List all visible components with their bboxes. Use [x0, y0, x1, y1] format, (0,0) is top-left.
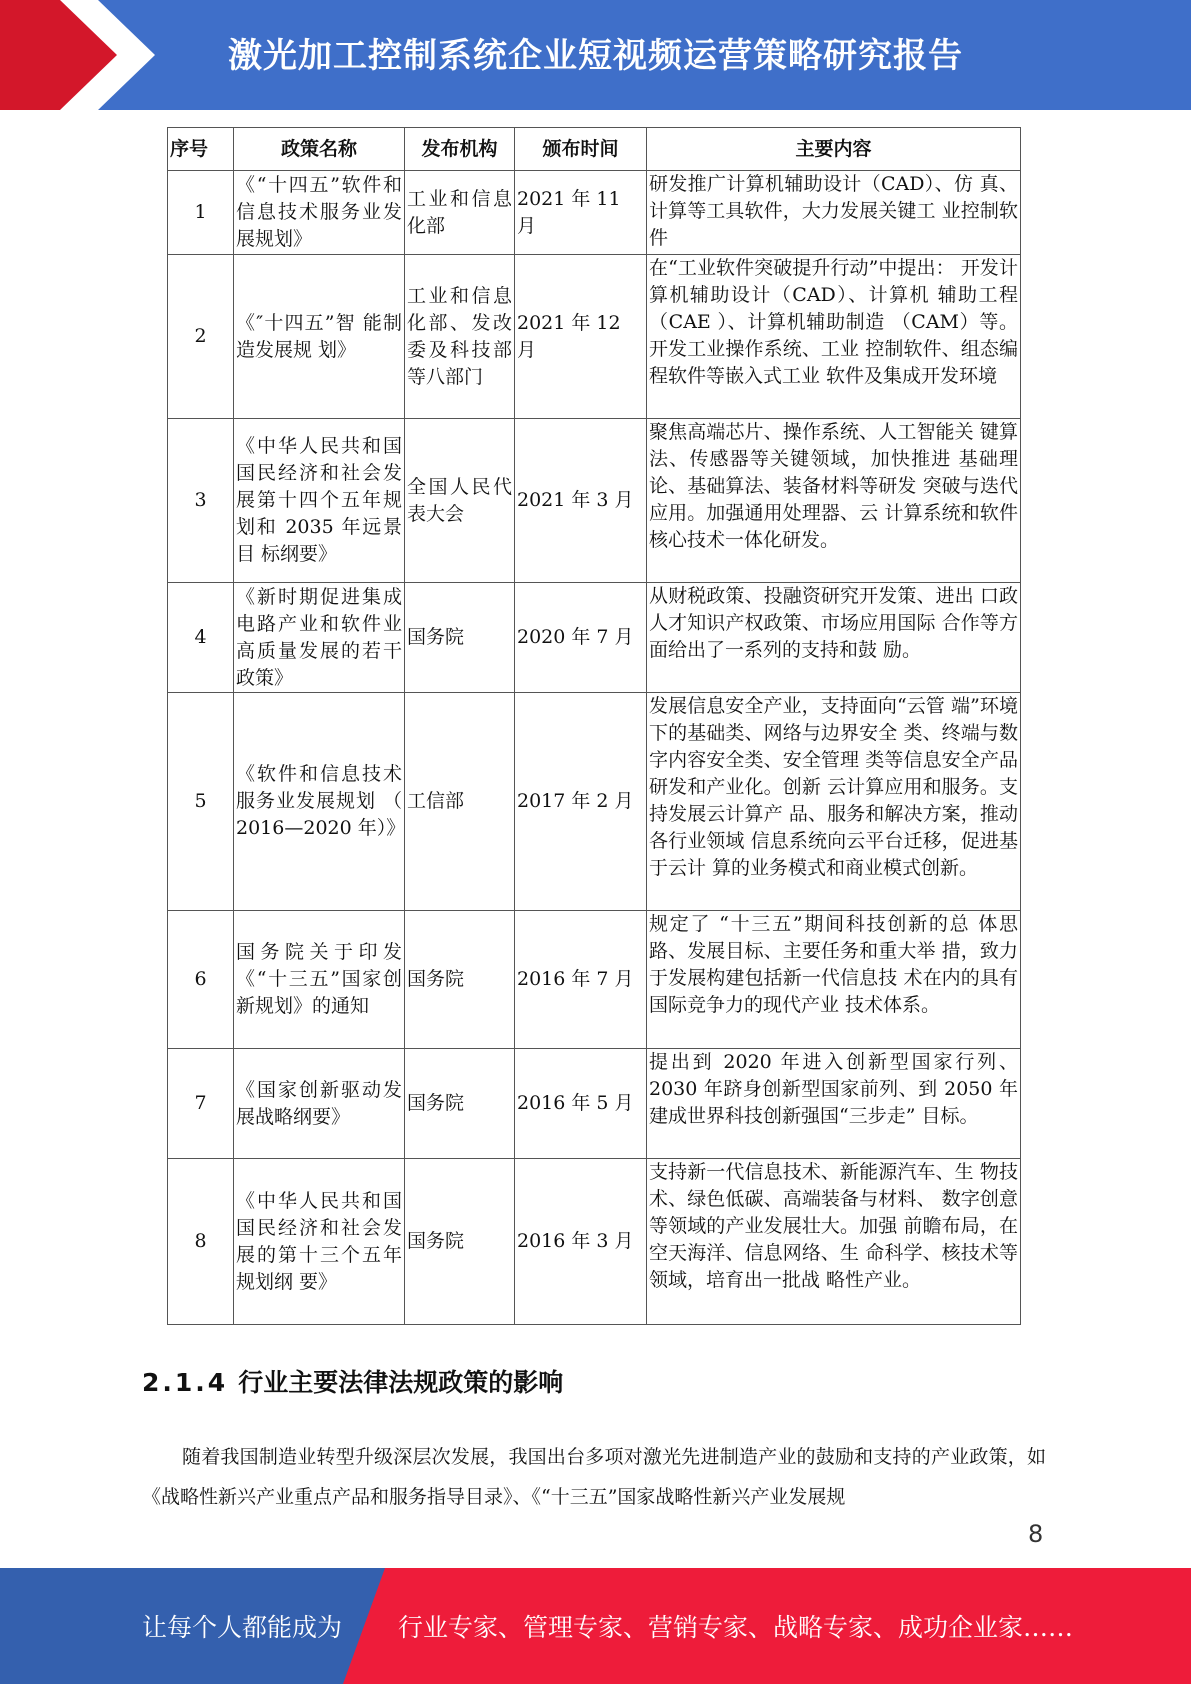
cell-no: 5: [168, 693, 234, 911]
col-header-org: 发布机构: [405, 128, 515, 171]
cell-content: 规定了 “十三五”期间科技创新的总 体思路、发展目标、主要任务和重大举 措，致力于发展构建包括新一代信息技 术在内的具有国际竞争力的现代产业 技术体系。: [647, 911, 1021, 1049]
table-row: [168, 693, 1021, 911]
table-row: [168, 583, 1021, 693]
table-row: [168, 171, 1021, 255]
page-header: [0, 0, 1191, 110]
cell-content: 支持新一代信息技术、新能源汽车、生 物技术、绿色低碳、高端装备与材料、 数字创意等领域的产业发展壮大。加强 前瞻布局，在空天海洋、信息网络、生 命科学、核技术等领域，培育出一批战 略性产业。: [647, 1159, 1021, 1325]
table-row: [168, 1159, 1021, 1325]
cell-policy-name: 《新时期促进集成电路产业和软件业高质量发展的若干政策》: [234, 583, 405, 693]
cell-policy-name: 《中华人民共和国国民经济和社会发展第十四个五年规划和 2035 年远景目 标纲要》: [234, 419, 405, 583]
cell-content: 在“工业软件突破提升行动”中提出： 开发计算机辅助设计（CAD）、计算机 辅助工程（CAE ）、计算机辅助制造 （CAM）等。开发工业操作系统、工业 控制软件、组态编程软件等嵌入式工业 软件及集成开发环境: [647, 255, 1021, 419]
table-row: [168, 255, 1021, 419]
cell-date: 2021 年 11 月: [515, 171, 647, 255]
cell-date: 2016 年 7 月: [515, 911, 647, 1049]
col-header-name: 政策名称: [234, 128, 405, 171]
cell-org: 国务院: [405, 1159, 515, 1325]
table-header-row: [168, 128, 1021, 171]
cell-date: 2016 年 3 月: [515, 1159, 647, 1325]
cell-no: 2: [168, 255, 234, 419]
section-title: 行业主要法律法规政策的影响: [238, 1368, 564, 1397]
table-row: [168, 419, 1021, 583]
table-row: [168, 1049, 1021, 1159]
cell-content: 提出到 2020 年进入创新型国家行列、2030 年跻身创新型国家前列、到 2050 年建成世界科技创新强国“三步走” 目标。: [647, 1049, 1021, 1159]
cell-org: 全国人民代表大会: [405, 419, 515, 583]
cell-org: 国务院: [405, 1049, 515, 1159]
footer-slogan-left: 让每个人都能成为: [142, 1613, 343, 1642]
cell-policy-name: 《″十四五”智 能制造发展规 划》: [234, 255, 405, 419]
col-header-no: 序号: [168, 128, 234, 171]
col-header-content: 主要内容: [647, 128, 1021, 171]
cell-no: 7: [168, 1049, 234, 1159]
cell-date: 2020 年 7 月: [515, 583, 647, 693]
cell-date: 2017 年 2 月: [515, 693, 647, 911]
policy-table: [167, 127, 1021, 1325]
cell-org: 工信部: [405, 693, 515, 911]
cell-policy-name: 《中华人民共和国国民经济和社会发展的第十三个五年规划纲 要》: [234, 1159, 405, 1325]
cell-org: 工业和信息化部: [405, 171, 515, 255]
cell-date: 2016 年 5 月: [515, 1049, 647, 1159]
col-header-date: 颁布时间: [515, 128, 647, 171]
cell-no: 6: [168, 911, 234, 1049]
cell-content: 发展信息安全产业，支持面向“云管 端”环境下的基础类、网络与边界安全 类、终端与数字内容安全类、安全管理 类等信息安全产品研发和产业化。创新 云计算应用和服务。支持发展云计算产 品、服务和解决方案，推动各行业领域 信息系统向云平台迁移，促进基于云计 算的业务模式和商业模式创新。: [647, 693, 1021, 911]
cell-policy-name: 《“十四五”软件和信息技术服务业发展规划》: [234, 171, 405, 255]
cell-no: 3: [168, 419, 234, 583]
cell-content: 从财税政策、投融资研究开发策、进出 口政人才知识产权政策、市场应用国际 合作等方面给出了一系列的支持和鼓 励。: [647, 583, 1021, 693]
cell-no: 1: [168, 171, 234, 255]
cell-date: 2021 年 12 月: [515, 255, 647, 419]
section-heading: [142, 1363, 563, 1399]
page-footer: [0, 1568, 1191, 1684]
table-row: [168, 911, 1021, 1049]
cell-policy-name: 《软件和信息技术服务业发展规划 （ 2016—2020 年）》: [234, 693, 405, 911]
cell-org: 工业和信息化部、发改委及科技部等八部门: [405, 255, 515, 419]
cell-policy-name: 《国家创新驱动发展战略纲要》: [234, 1049, 405, 1159]
cell-no: 4: [168, 583, 234, 693]
page-number: 8: [1028, 1520, 1044, 1548]
cell-policy-name: 国务院关于印发《“十三五”国家创新规划》的通知: [234, 911, 405, 1049]
report-title: 激光加工控制系统企业短视频运营策略研究报告: [228, 36, 963, 76]
cell-date: 2021 年 3 月: [515, 419, 647, 583]
section-number: 2.1.4: [142, 1368, 229, 1397]
cell-no: 8: [168, 1159, 234, 1325]
footer-slogan-right: 行业专家、管理专家、营销专家、战略专家、成功企业家……: [398, 1613, 1074, 1642]
cell-content: 研发推广计算机辅助设计（CAD）、仿 真、计算等工具软件，大力发展关键工 业控制软件: [647, 171, 1021, 255]
cell-org: 国务院: [405, 911, 515, 1049]
body-paragraph: 随着我国制造业转型升级深层次发展，我国出台多项对激光先进制造产业的鼓励和支持的产业政策，如《战略性新兴产业重点产品和服务指导目录》、《“十三五”国家战略性新兴产业发展规: [142, 1446, 1046, 1508]
cell-org: 国务院: [405, 583, 515, 693]
cell-content: 聚焦高端芯片、操作系统、人工智能关 键算法、传感器等关键领域，加快推进 基础理论、基础算法、装备材料等研发 突破与迭代应用。加强通用处理器、云 计算系统和软件核心技术一体化研发。: [647, 419, 1021, 583]
